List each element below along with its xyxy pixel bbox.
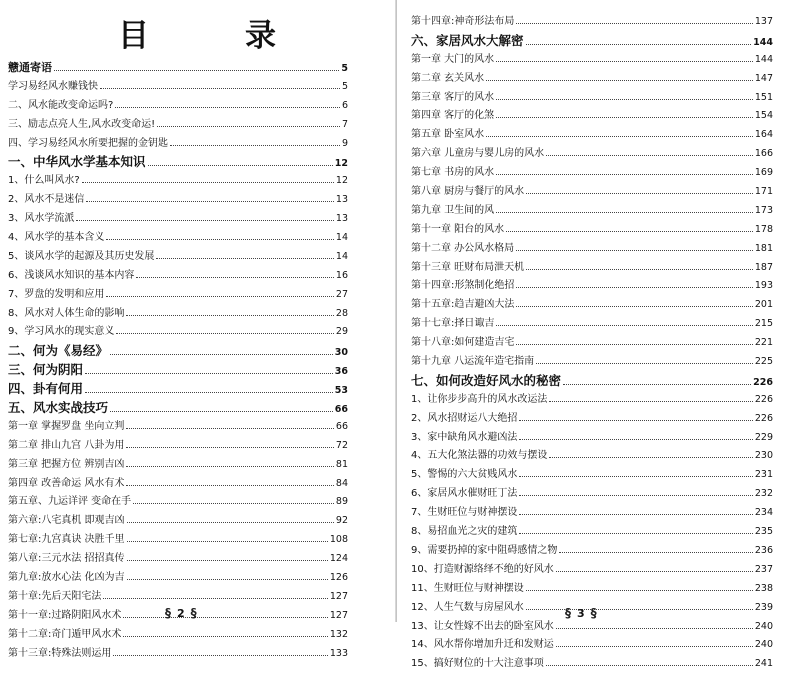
toc-entry-page: 240 (754, 620, 773, 632)
dot-leader (519, 439, 752, 440)
toc-entry-title: 第八章 厨房与餐厅的风水 (411, 186, 525, 198)
toc-entry-page: 154 (754, 110, 773, 122)
toc-entry-title: 五、风水实战技巧 (8, 400, 109, 416)
toc-entry (411, 277, 773, 296)
dot-leader (106, 239, 334, 240)
toc-entry-page: 5 (341, 63, 348, 74)
toc-entry-title: 6、浅谈风水知识的基本内容 (8, 269, 135, 281)
dot-leader (126, 447, 334, 448)
toc-section-heading (8, 380, 348, 399)
toc-entry-page: 226 (753, 376, 773, 388)
toc-entry-title: 第八章:三元水法 招招真传 (8, 553, 125, 565)
dot-leader (148, 165, 333, 166)
toc-entry-page: 127 (329, 609, 348, 621)
toc-entry (411, 504, 773, 523)
dot-leader (506, 231, 753, 232)
toc-entry-page: 226 (754, 393, 773, 405)
toc-entry (411, 126, 773, 145)
toc-entry-page: 13 (335, 213, 348, 225)
title-char-1: 目 (118, 17, 151, 54)
toc-entry (8, 229, 348, 248)
toc-entry-page: 53 (334, 385, 348, 397)
toc-entry-title: 12、人生气数与房屋风水 (411, 601, 524, 613)
toc-entry-title: 三、何为阴阳 (8, 362, 84, 378)
toc-entry-page: 126 (329, 572, 348, 584)
toc-section-heading (8, 153, 348, 172)
toc-entry-title: 第十八章:如何建造吉宅 (411, 337, 515, 349)
toc-entry-page: 171 (754, 186, 773, 198)
toc-section-heading (8, 361, 348, 380)
toc-entry (8, 493, 348, 512)
dot-leader (526, 609, 753, 610)
toc-entry-title: 三、励志点亮人生,风水改变命运! (8, 118, 156, 130)
folio-ornament-icon: § (165, 606, 171, 620)
toc-entry-title: 7、生财旺位与财神摆设 (411, 507, 518, 519)
toc-entry-title: 14、风水帮你增加升迁和发财运 (411, 639, 554, 651)
toc-entry-title: 第十三章:特殊法则运用 (8, 647, 112, 659)
toc-entry (411, 429, 773, 448)
dot-leader (123, 636, 327, 637)
toc-entry-page: 66 (334, 404, 348, 416)
toc-entry-title: 第十二章 办公风水格局 (411, 242, 515, 254)
toc-section-heading (8, 399, 348, 418)
toc-entry-title: 第十五章:趋吉避凶大法 (411, 299, 515, 311)
dot-leader (126, 315, 334, 316)
toc-entry-title: 9、学习风水的现实意义 (8, 326, 115, 338)
toc-entry (411, 107, 773, 126)
toc-entry-title: 第二章 排山九宫 八卦为用 (8, 439, 125, 451)
dot-leader (127, 560, 328, 561)
toc-left-list (8, 59, 348, 664)
dot-leader (516, 23, 752, 24)
dot-leader (113, 655, 327, 656)
toc-entry-page: 181 (754, 242, 773, 254)
toc-entry-page: 193 (754, 280, 773, 292)
toc-entry-page: 127 (329, 590, 348, 602)
toc-entry-title: 15、搞好财位的十大注意事项 (411, 658, 544, 670)
toc-entry-title: 第二章 玄关风水 (411, 72, 485, 84)
toc-entry (411, 164, 773, 183)
toc-entry-title: 第七章 书房的风水 (411, 167, 495, 179)
toc-entry-page: 144 (753, 36, 773, 48)
toc-entry-title: 第十三章 旺财布局泄天机 (411, 261, 525, 273)
toc-entry (411, 655, 773, 674)
toc-entry-page: 237 (754, 563, 773, 575)
dot-leader (546, 665, 753, 666)
title-char-2: 录 (245, 17, 278, 54)
toc-entry-page: 238 (754, 582, 773, 594)
toc-entry-page: 201 (754, 299, 773, 311)
dot-leader (127, 541, 328, 542)
dot-leader (526, 590, 753, 591)
toc-entry-page: 164 (754, 129, 773, 141)
dot-leader (519, 514, 752, 515)
toc-entry (411, 523, 773, 542)
toc-entry-page: 16 (335, 269, 348, 281)
dot-leader (110, 354, 333, 355)
toc-entry-title: 一、中华风水学基本知识 (8, 154, 146, 170)
toc-entry-title: 第十四章:形煞制化绝招 (411, 280, 515, 292)
toc-entry-page: 178 (754, 223, 773, 235)
toc-entry-page: 12 (334, 158, 348, 170)
toc-entry (8, 116, 348, 135)
toc-entry (8, 248, 348, 267)
toc-entry-title: 3、风水学流派 (8, 213, 75, 225)
dot-leader (100, 88, 340, 89)
toc-entry (8, 418, 348, 437)
dot-leader (496, 325, 752, 326)
toc-entry-page: 232 (754, 488, 773, 500)
toc-entry-title: 4、五大化煞法器的功效与摆设 (411, 450, 548, 462)
toc-entry-title: 6、家居风水催财旺丁法 (411, 488, 518, 500)
toc-entry-title: 1、让你步步高升的风水改运法 (411, 393, 548, 405)
toc-entry-page: 12 (335, 175, 348, 187)
toc-entry-title: 第五章 卧室风水 (411, 129, 485, 141)
toc-entry (8, 78, 348, 97)
toc-entry (8, 59, 348, 78)
dot-leader (556, 628, 753, 629)
toc-entry-page: 9 (341, 137, 348, 149)
toc-entry-page: 89 (335, 496, 348, 508)
toc-entry (8, 512, 348, 531)
toc-entry-title: 四、学习易经风水所要把握的金钥匙 (8, 137, 168, 149)
dot-leader (136, 277, 334, 278)
toc-entry-title: 第十四章:神奇形法布局 (411, 16, 515, 27)
dot-leader (156, 258, 334, 259)
dot-leader (86, 201, 334, 202)
toc-entry-title: 第一章 大门的风水 (411, 53, 495, 65)
dot-leader (170, 145, 340, 146)
toc-entry-page: 147 (754, 72, 773, 84)
dot-leader (127, 579, 328, 580)
dot-leader (157, 126, 340, 127)
dot-leader (85, 392, 333, 393)
toc-entry-title: 第三章 客厅的风水 (411, 91, 495, 103)
toc-entry (411, 334, 773, 353)
toc-entry-page: 92 (335, 515, 348, 527)
toc-entry-page: 229 (754, 431, 773, 443)
toc-entry-page: 241 (754, 658, 773, 670)
toc-entry-page: 169 (754, 167, 773, 179)
dot-leader (123, 617, 327, 618)
toc-entry (411, 466, 773, 485)
toc-entry-page: 137 (754, 16, 773, 27)
toc-entry (8, 456, 348, 475)
toc-entry (411, 636, 773, 655)
toc-entry-page: 72 (335, 439, 348, 451)
folio-ornament-icon: § (190, 606, 197, 620)
dot-leader (496, 117, 753, 118)
dot-leader (516, 250, 753, 251)
toc-entry-page: 14 (335, 250, 348, 262)
toc-entry-page: 27 (335, 288, 348, 300)
toc-entry-page: 29 (335, 326, 348, 338)
dot-leader (486, 80, 753, 81)
toc-section-heading (411, 32, 773, 51)
folio-ornament-icon: § (565, 606, 571, 620)
toc-entry-title: 7、罗盘的发明和应用 (8, 288, 105, 300)
dot-leader (526, 269, 753, 270)
toc-entry (411, 485, 773, 504)
toc-entry (411, 221, 773, 240)
dot-leader (133, 503, 334, 504)
toc-section-heading (411, 372, 773, 391)
folio-number: 3 (577, 606, 585, 620)
toc-entry-title: 1、什么叫风水? (8, 175, 80, 187)
toc-entry-page: 13 (335, 194, 348, 206)
dot-leader (549, 457, 752, 458)
toc-entry (411, 542, 773, 561)
toc-entry-page: 240 (754, 639, 773, 651)
toc-entry-page: 221 (754, 337, 773, 349)
toc-entry-page: 66 (335, 420, 348, 432)
toc-entry-title: 六、家居风水大解密 (411, 32, 524, 48)
toc-entry-title: 二、何为《易经》 (8, 343, 109, 359)
toc-entry-title: 七、如何改造好风水的秘密 (411, 372, 562, 388)
toc-entry (411, 580, 773, 599)
toc-entry-page: 144 (754, 53, 773, 65)
toc-entry-title: 8、风水对人体生命的影响 (8, 307, 125, 319)
toc-entry-page: 6 (341, 99, 348, 111)
toc-entry (8, 569, 348, 588)
toc-entry (8, 267, 348, 286)
dot-leader (519, 420, 752, 421)
dot-leader (526, 193, 753, 194)
toc-entry (8, 475, 348, 494)
toc-entry-title: 第十二章:奇门遁甲风水术 (8, 628, 122, 640)
toc-entry-title: 第九章:放水心法 化凶为吉 (8, 572, 125, 584)
toc-entry-page: 36 (334, 366, 348, 378)
toc-right-list (411, 13, 773, 674)
toc-entry-title: 第十一章 阳台的风水 (411, 223, 505, 235)
toc-entry (411, 618, 773, 637)
toc-entry (8, 135, 348, 154)
toc-entry-page: 5 (341, 80, 348, 92)
toc-entry-page: 166 (754, 148, 773, 160)
toc-entry-title: 第十七章:择日诹吉 (411, 318, 495, 330)
toc-entry (8, 191, 348, 210)
toc-entry-page: 187 (754, 261, 773, 273)
toc-entry-title: 13、让女性嫁不出去的卧室风水 (411, 620, 554, 632)
toc-entry (411, 13, 773, 32)
dot-leader (519, 533, 752, 534)
toc-entry-page: 7 (341, 118, 348, 130)
toc-entry (8, 286, 348, 305)
toc-entry-title: 5、谈风水学的起源及其历史发展 (8, 250, 155, 262)
toc-entry-page: 151 (754, 91, 773, 103)
toc-entry (8, 323, 348, 342)
toc-entry-title: 第六章 儿童房与婴儿房的风水 (411, 148, 545, 160)
toc-entry-page: 225 (754, 356, 773, 368)
dot-leader (496, 99, 753, 100)
page-number-left (165, 606, 197, 620)
dot-leader (526, 44, 752, 45)
dot-leader (556, 646, 753, 647)
toc-entry-title: 第七章:九宫真诀 决胜千里 (8, 534, 125, 546)
dot-leader (110, 411, 333, 412)
toc-entry-title: 2、风水不是迷信 (8, 194, 85, 206)
dot-leader (556, 571, 753, 572)
dot-leader (516, 344, 752, 345)
toc-entry (8, 305, 348, 324)
toc-entry (411, 315, 773, 334)
toc-entry-page: 81 (335, 458, 348, 470)
toc-entry-page: 235 (754, 526, 773, 538)
dot-leader (549, 401, 752, 402)
toc-entry (411, 183, 773, 202)
toc-entry-title: 第一章 掌握罗盘 坐向立判 (8, 420, 125, 432)
toc-entry-page: 231 (754, 469, 773, 481)
toc-entry-title: 第三章 把握方位 辨别吉凶 (8, 458, 125, 470)
toc-entry-title: 第九章 卫生间的风 (411, 204, 495, 216)
toc-entry (8, 531, 348, 550)
dot-leader (106, 296, 334, 297)
dot-leader (536, 363, 753, 364)
dot-leader (519, 476, 752, 477)
dot-leader (54, 70, 339, 71)
dot-leader (76, 220, 334, 221)
toc-entry (411, 51, 773, 70)
folio-number: 2 (177, 606, 185, 620)
toc-entry-title: 第四章 改善命运 风水有术 (8, 477, 125, 489)
dot-leader (496, 212, 753, 213)
toc-entry-title: 4、风水学的基本含义 (8, 232, 105, 244)
toc-entry-page: 84 (335, 477, 348, 489)
toc-entry (411, 410, 773, 429)
toc-entry-page: 234 (754, 507, 773, 519)
toc-entry (411, 561, 773, 580)
dot-leader (82, 182, 334, 183)
toc-entry-title: 第四章 客厅的化煞 (411, 110, 495, 122)
right-page (397, 0, 793, 670)
toc-entry-page: 14 (335, 232, 348, 244)
toc-entry-page: 30 (334, 347, 348, 359)
toc-entry-title: 第十章:先后天阳宅法 (8, 590, 102, 602)
toc-entry-title: 10、打造财源络绎不绝的好风水 (411, 563, 554, 575)
toc-entry-page: 132 (329, 628, 348, 640)
toc-entry (8, 172, 348, 191)
dot-leader (546, 155, 753, 156)
toc-entry-page: 239 (754, 601, 773, 613)
toc-entry (8, 550, 348, 569)
toc-entry-page: 215 (754, 318, 773, 330)
toc-entry-title: 5、警惕的六大贫贱风水 (411, 469, 518, 481)
dot-leader (516, 287, 752, 288)
toc-entry (411, 202, 773, 221)
toc-entry-title: 9、需要扔掉的家中阻碍感情之物 (411, 544, 558, 556)
dot-leader (126, 485, 334, 486)
toc-entry (411, 259, 773, 278)
toc-entry-title: 3、家中缺角风水避凶法 (411, 431, 518, 443)
toc-entry-title: 四、卦有何用 (8, 381, 84, 397)
dot-leader (516, 306, 752, 307)
dot-leader (126, 428, 334, 429)
toc-section-heading (8, 342, 348, 361)
dot-leader (496, 61, 753, 62)
toc-entry (8, 626, 348, 645)
toc-entry-title: 第十九章 八运流年造宅指南 (411, 356, 535, 368)
toc-entry (8, 97, 348, 116)
toc-entry-page: 230 (754, 450, 773, 462)
toc-entry (8, 437, 348, 456)
toc-entry-page: 28 (335, 307, 348, 319)
toc-entry (411, 447, 773, 466)
toc-entry-page: 236 (754, 544, 773, 556)
toc-entry (411, 296, 773, 315)
toc-entry (411, 70, 773, 89)
toc-entry-page: 226 (754, 412, 773, 424)
page-number-right (565, 606, 597, 620)
dot-leader (519, 495, 752, 496)
left-page (0, 0, 396, 659)
toc-entry (8, 588, 348, 607)
toc-entry (411, 89, 773, 108)
toc-entry-page: 124 (329, 553, 348, 565)
dot-leader (559, 552, 752, 553)
dot-leader (103, 598, 327, 599)
toc-entry-title: 第十一章:过路阴阳风水术 (8, 609, 122, 621)
dot-leader (85, 373, 333, 374)
toc-entry (8, 210, 348, 229)
toc-entry-title: 第五章、九运详评 变命在手 (8, 496, 132, 508)
toc-entry-title: 11、生财旺位与财神摆设 (411, 582, 524, 594)
toc-entry-title: 8、易招血光之灾的建筑 (411, 526, 518, 538)
dot-leader (126, 466, 334, 467)
dot-leader (116, 333, 334, 334)
toc-entry-page: 108 (329, 534, 348, 546)
toc-entry (411, 391, 773, 410)
dot-leader (115, 107, 340, 108)
folio-ornament-icon: § (590, 606, 597, 620)
toc-entry (8, 645, 348, 664)
toc-entry-title: 2、风水招财运八大绝招 (411, 412, 518, 424)
toc-entry (411, 240, 773, 259)
dot-leader (563, 384, 751, 385)
page-title (118, 12, 278, 52)
toc-entry-page: 133 (329, 647, 348, 659)
toc-entry-title: 二、风水能改变命运吗? (8, 99, 114, 111)
toc-entry-title: 戆通寄语 (8, 61, 52, 74)
dot-leader (486, 136, 753, 137)
toc-entry (411, 353, 773, 372)
toc-entry-title: 学习易经风水赚钱快 (8, 80, 98, 92)
dot-leader (127, 522, 334, 523)
toc-entry-page: 173 (754, 204, 773, 216)
dot-leader (496, 174, 753, 175)
toc-entry-title: 第六章:八宅真机 即观吉凶 (8, 515, 125, 527)
toc-entry (411, 145, 773, 164)
